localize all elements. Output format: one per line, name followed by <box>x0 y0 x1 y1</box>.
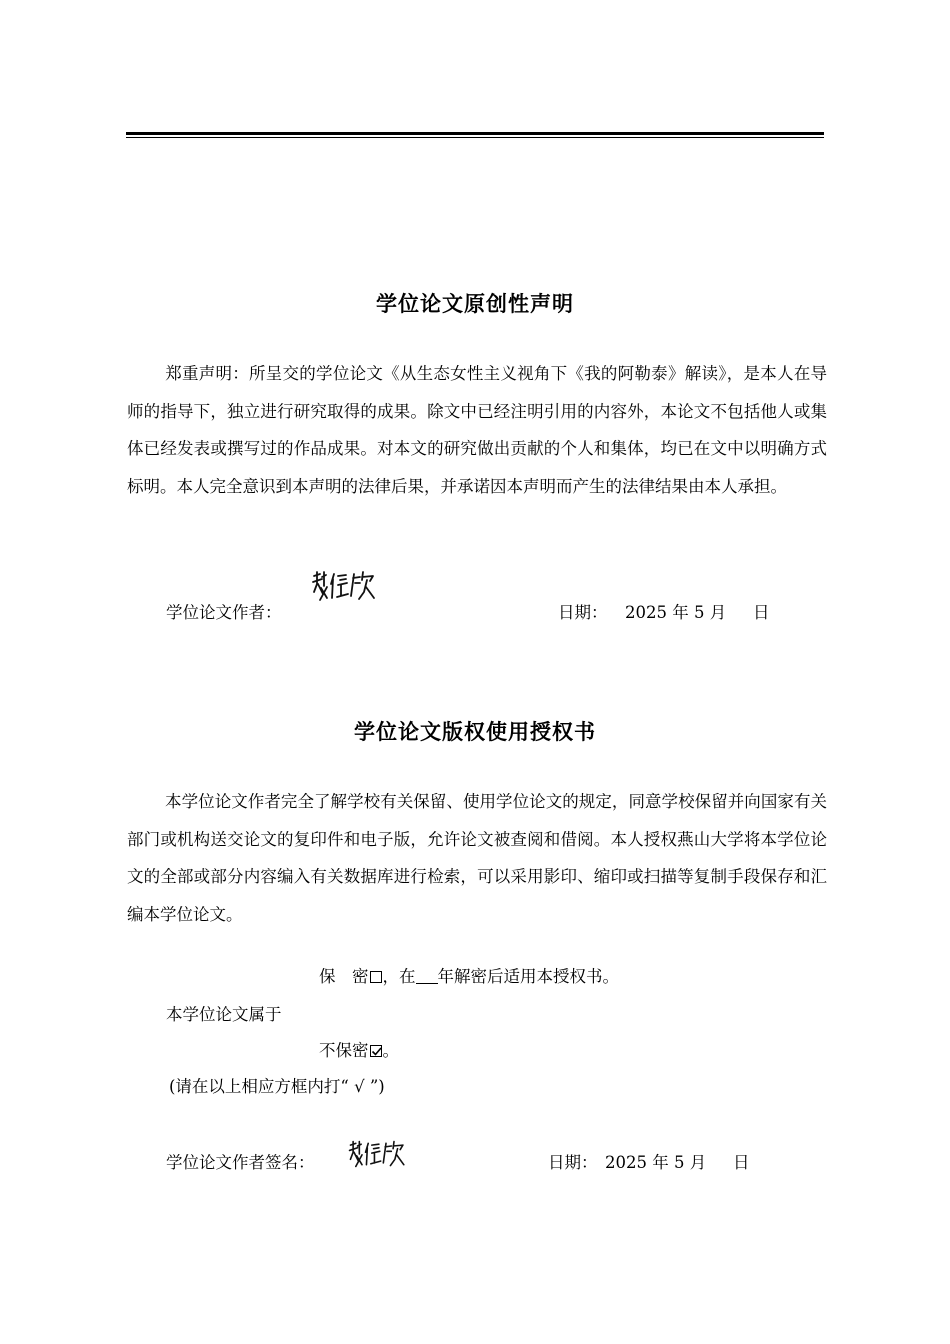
declaration-date-value: 2025 年 5 月 <box>625 603 727 622</box>
confidential-label: 保 密 <box>319 967 369 986</box>
authorization-body <box>127 783 827 933</box>
declaration-day-label: 日 <box>753 603 770 622</box>
authorization-signature <box>346 1138 410 1170</box>
checkmark-icon <box>371 1046 383 1058</box>
authorization-signer-label: 学位论文作者签名： <box>166 1153 315 1172</box>
authorization-title: 学位论文版权使用授权书 <box>354 720 596 744</box>
confidential-checkbox[interactable] <box>370 971 382 983</box>
confidential-prefix: ，在 <box>382 967 416 986</box>
declaration-body-text: 郑重声明：所呈交的学位论文《从生态女性主义视角下《我的阿勒泰》解读》，是本人在导师的指导下，独立进行研究取得的成果。除文中已经注明引用的内容外，本论文不包括他人或集体已经发表或撰写过的作品成果。对本文的研究做出贡献的个人和集体，均已在文中以明确方式标明。本人完全意识到本声明的法律后果，并承诺因本声明而产生的法律结果由本人承担。 <box>127 364 827 496</box>
declaration-signature <box>310 568 380 604</box>
declaration-date-label: 日期： <box>558 603 608 622</box>
confidential-option <box>319 966 619 988</box>
authorization-body-text: 本学位论文作者完全了解学校有关保留、使用学位论文的规定，同意学校保留并向国家有关部门或机构送交论文的复印件和电子版，允许论文被查阅和借阅。本人授权燕山大学将本学位论文的全部或部分内容编入有关数据库进行检索，可以采用影印、缩印或扫描等复制手段保存和汇编本学位论文。 <box>127 792 827 924</box>
not-confidential-checkbox[interactable] <box>370 1045 382 1057</box>
not-confidential-label: 不保密 <box>319 1041 369 1060</box>
authorization-date-label: 日期： <box>548 1153 598 1172</box>
confidential-suffix: 年解密后适用本授权书。 <box>437 967 619 986</box>
header-rule-thick <box>126 132 824 135</box>
not-confidential-option <box>319 1040 399 1062</box>
belongs-label: 本学位论文属于 <box>166 1005 282 1024</box>
confidential-years-blank[interactable] <box>416 967 438 984</box>
checkbox-instruction: (请在以上相应方框内打“ √ ”) <box>169 1077 385 1096</box>
authorization-date-value: 2025 年 5 月 <box>605 1153 707 1172</box>
declaration-author-label: 学位论文作者： <box>166 603 282 622</box>
declaration-title: 学位论文原创性声明 <box>376 292 574 316</box>
header-rule-thin <box>126 137 824 138</box>
declaration-body <box>127 355 827 505</box>
not-confidential-suffix: 。 <box>382 1041 399 1060</box>
authorization-day-label: 日 <box>733 1153 750 1172</box>
